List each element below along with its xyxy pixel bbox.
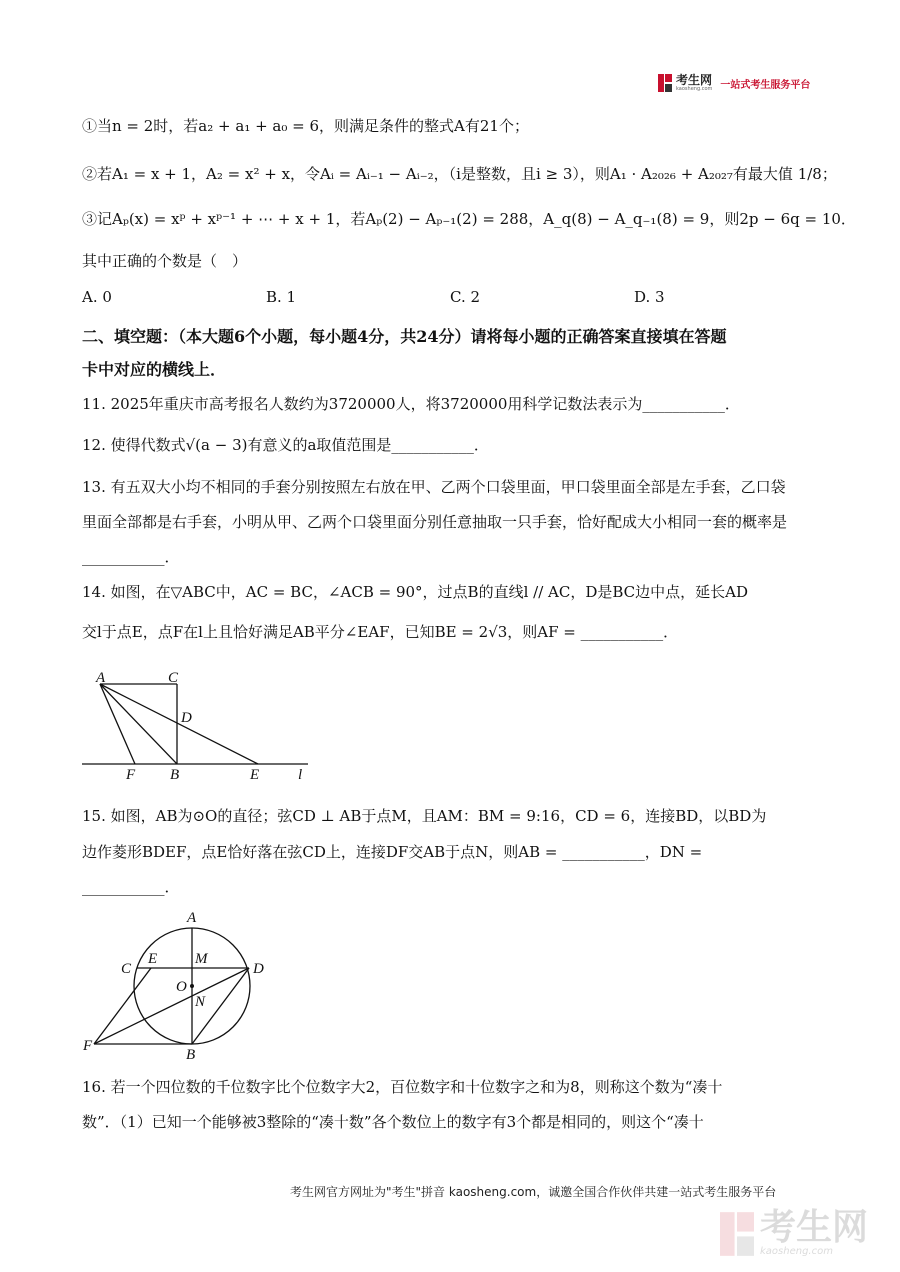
brand-text bbox=[676, 74, 712, 92]
question-16-line-2: 数”．（1）已知一个能够被3整除的“凑十数”各个数位上的数字有3个都是相同的，则这个“凑十 bbox=[82, 1113, 704, 1131]
label-l: l bbox=[298, 767, 303, 783]
label-f: F bbox=[126, 767, 136, 783]
question-15-line-1: 15. 如图，AB为⊙O的直径；弦CD ⊥ AB于点M，且AM：BM = 9:16，CD = 6，连接BD，以BD为 bbox=[82, 807, 767, 825]
label-c: C bbox=[168, 670, 179, 686]
label-a: A bbox=[187, 910, 197, 926]
segment-ae bbox=[100, 684, 258, 764]
option-c: C. 2 bbox=[450, 288, 481, 306]
label-b: B bbox=[186, 1047, 196, 1063]
label-f: F bbox=[83, 1038, 93, 1054]
label-e: E bbox=[250, 767, 260, 783]
watermark-logo-icon bbox=[720, 1212, 754, 1256]
label-c: C bbox=[121, 961, 132, 977]
label-b: B bbox=[170, 767, 180, 783]
label-n: N bbox=[195, 994, 206, 1010]
statement-3: ③记Aₚ(x) = xᵖ + xᵖ⁻¹ + ⋯ + x + 1，若Aₚ(2) − Aₚ₋₁(2) = 288，A_q(8) − A_q₋₁(8) = 9，则2p − 6q = 10． bbox=[82, 210, 856, 228]
question-14-line-1: 14. 如图，在▽ABC中，AC = BC，∠ACB = 90°，过点B的直线l // AC，D是BC边中点，延长AD bbox=[82, 583, 748, 601]
label-d: D bbox=[253, 961, 264, 977]
figure-15 bbox=[80, 905, 280, 1063]
header-logo bbox=[658, 72, 810, 94]
label-d: D bbox=[181, 710, 192, 726]
center-dot bbox=[190, 984, 194, 988]
option-b: B. 1 bbox=[266, 288, 297, 306]
segment-af bbox=[100, 684, 135, 764]
option-d: D. 3 bbox=[634, 288, 665, 306]
label-m: M bbox=[195, 951, 208, 967]
label-e: E bbox=[148, 951, 158, 967]
question-12: 12. 使得代数式√(a − 3)有意义的a取值范围是___________． bbox=[82, 436, 489, 454]
brand-name: 考生网 bbox=[676, 73, 713, 87]
question-14-line-2: 交l于点E，点F在l上且恰好满足AB平分∠EAF，已知BE = 2√3，则AF = ___________． bbox=[82, 623, 679, 641]
label-o: O bbox=[176, 979, 187, 995]
watermark-url: kaosheng.com bbox=[760, 1246, 833, 1257]
question-13-line-1: 13. 有五双大小均不相同的手套分别按照左右放在甲、乙两个口袋里面，甲口袋里面全部是左手套，乙口袋 bbox=[82, 478, 786, 496]
header-slogan: 一站式考生服务平台 bbox=[720, 79, 811, 91]
question-13-line-2: 里面全部都是右手套，小明从甲、乙两个口袋里面分别任意抽取一只手套，恰好配成大小相同一套的概率是 bbox=[82, 513, 788, 531]
question-11: 11. 2025年重庆市高考报名人数约为3720000人，将3720000用科学记数法表示为___________． bbox=[82, 395, 740, 413]
brand-logo-icon bbox=[658, 74, 672, 92]
question-13-line-3: ___________． bbox=[82, 548, 180, 566]
segment-ab bbox=[100, 684, 177, 764]
statement-1: ①当n = 2时，若a₂ + a₁ + a₀ = 6，则满足条件的整式A有21个； bbox=[82, 117, 529, 135]
brand-url: kaosheng.com bbox=[676, 86, 713, 92]
section-2-title: 二、填空题：（本大题6个小题，每小题4分，共24分）请将每小题的正确答案直接填在答题 bbox=[82, 327, 727, 346]
question-prompt: 其中正确的个数是（ ） bbox=[82, 252, 248, 270]
question-16-line-1: 16. 若一个四位数的千位数字比个位数字大2，百位数字和十位数字之和为8，则称这个数为“凑十 bbox=[82, 1078, 723, 1096]
watermark bbox=[720, 1207, 869, 1257]
option-a: A. 0 bbox=[82, 288, 112, 306]
statement-2: ②若A₁ = x + 1，A₂ = x² + x，令Aᵢ = Aᵢ₋₁ − Aᵢ₋₂，（i是整数，且i ≥ 3），则A₁ · A₂₀₂₆ + A₂₀₂₇有最大值 1/8； bbox=[82, 165, 837, 183]
figure-14 bbox=[80, 662, 320, 786]
question-15-line-3: ___________． bbox=[82, 878, 180, 896]
section-2-title-cont: 卡中对应的横线上． bbox=[82, 360, 227, 379]
segment-fe bbox=[94, 968, 151, 1044]
watermark-text: 考生网 bbox=[760, 1207, 869, 1248]
label-a: A bbox=[96, 670, 106, 686]
page-footer: 考生网官方网址为"考生"拼音 kaosheng.com，诚邀全国合作伙伴共建一站式考生服务平台 bbox=[290, 1185, 777, 1199]
question-15-line-2: 边作菱形BDEF，点E恰好落在弦CD上，连接DF交AB于点N，则AB = ___________，DN = bbox=[82, 843, 703, 861]
